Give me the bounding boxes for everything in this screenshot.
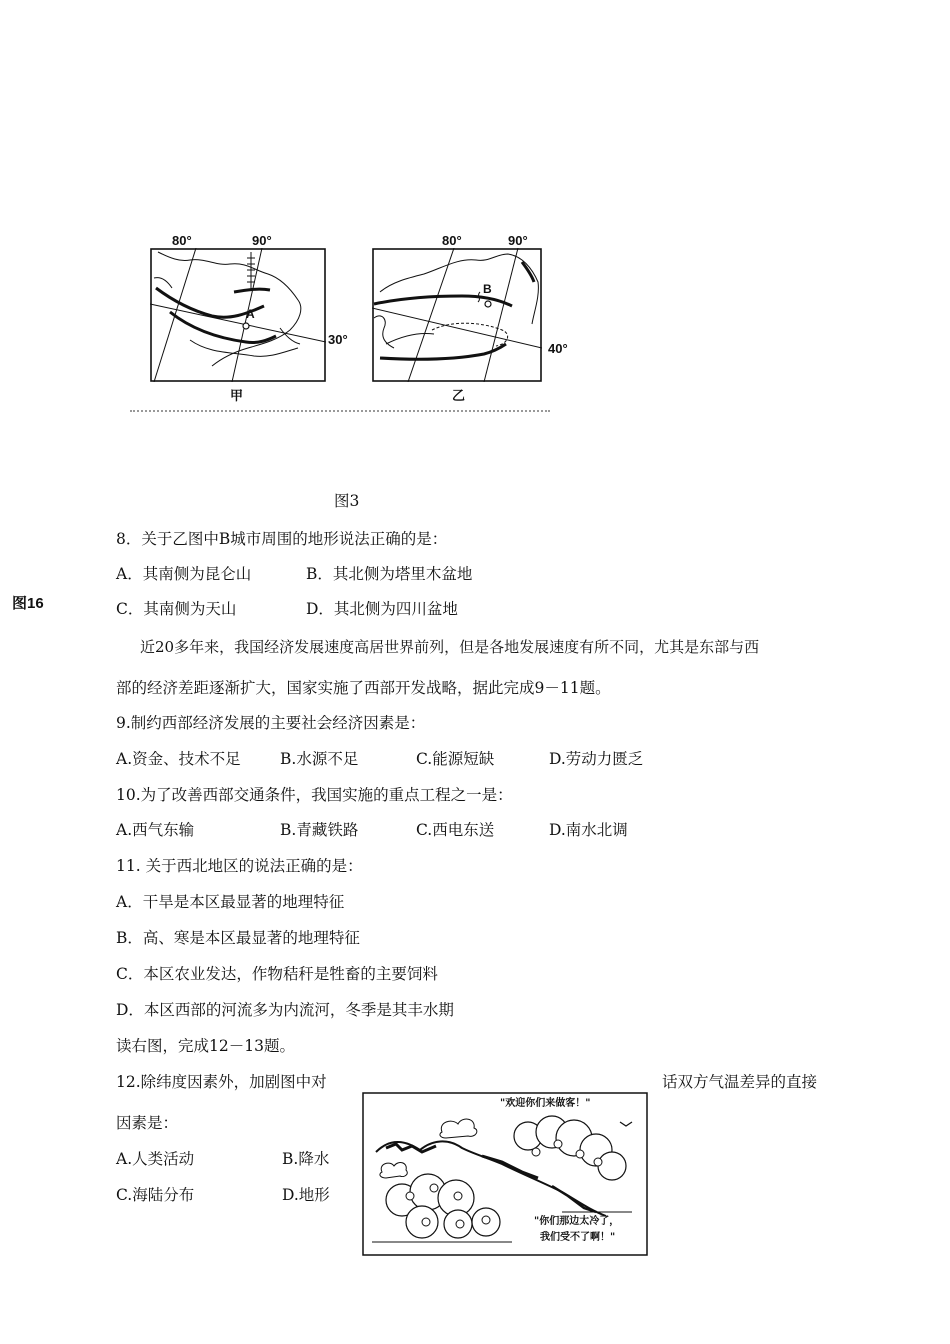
cartoon-speech-top: "欢迎你们来做客！" bbox=[500, 1098, 591, 1109]
q11-stem: 11. 关于西北地区的说法正确的是： bbox=[116, 857, 363, 875]
q12-option-c: C.海陆分布 bbox=[116, 1186, 195, 1204]
q11-option-a: A．干旱是本区最显著的地理特征 bbox=[116, 893, 345, 911]
q9-option-c: C.能源短缺 bbox=[416, 750, 495, 768]
q12-option-a: A.人类活动 bbox=[116, 1150, 195, 1168]
intro-line-2: 部的经济差距逐渐扩大，国家实施了西部开发战略，据此完成9－11题。 bbox=[116, 679, 611, 697]
side-label: 图16 bbox=[12, 595, 44, 612]
q12-option-d: D.地形 bbox=[282, 1186, 330, 1204]
q10-option-d: D.南水北调 bbox=[549, 821, 628, 839]
q8-option-b: B．其北侧为塔里木盆地 bbox=[306, 565, 473, 583]
map-yi-caption: 乙 bbox=[452, 388, 466, 403]
map-yi-point-b: B bbox=[483, 282, 492, 296]
q9-option-b: B.水源不足 bbox=[280, 750, 359, 768]
q12-stem-right: 话双方气温差异的直接 bbox=[662, 1073, 818, 1091]
q11-option-c: C．本区农业发达，作物秸秆是牲畜的主要饲料 bbox=[116, 965, 438, 983]
map-jia-point-a: A bbox=[246, 307, 255, 321]
read-prompt: 读右图，完成12－13题。 bbox=[116, 1037, 295, 1055]
q10-option-a: A.西气东输 bbox=[116, 821, 195, 839]
map-jia bbox=[150, 248, 326, 382]
map-yi-lon1: 80° bbox=[442, 233, 462, 248]
q9-option-d: D.劳动力匮乏 bbox=[549, 750, 644, 768]
q9-option-a: A.资金、技术不足 bbox=[116, 750, 241, 768]
q10-option-c: C.西电东送 bbox=[416, 821, 495, 839]
map-jia-lat: 30° bbox=[328, 332, 348, 347]
q10-option-b: B.青藏铁路 bbox=[280, 821, 359, 839]
q8-option-d: D．其北侧为四川盆地 bbox=[306, 600, 458, 618]
map-yi-lat: 40° bbox=[548, 341, 568, 356]
cut-off-text-fragment bbox=[130, 410, 550, 416]
q10-stem: 10.为了改善西部交通条件，我国实施的重点工程之一是： bbox=[116, 786, 513, 804]
cartoon-speech-bottom-2: 我们受不了啊！" bbox=[540, 1232, 616, 1243]
map-yi bbox=[372, 248, 542, 382]
q9-stem: 9.制约西部经济发展的主要社会经济因素是： bbox=[116, 714, 426, 732]
intro-line-1: 近20多年来，我国经济发展速度高居世界前列，但是各地发展速度有所不同，尤其是东部与西 bbox=[140, 638, 760, 656]
map-yi-lon2: 90° bbox=[508, 233, 528, 248]
q12-stem-cont: 因素是： bbox=[116, 1114, 179, 1132]
q8-stem: 8．关于乙图中B城市周围的地形说法正确的是： bbox=[116, 530, 448, 548]
cartoon-speech-bottom-1: "你们那边太冷了， bbox=[534, 1216, 620, 1227]
q8-option-c: C．其南侧为天山 bbox=[116, 600, 237, 618]
q8-option-a: A．其南侧为昆仑山 bbox=[116, 565, 252, 583]
q11-option-b: B．高、寒是本区最显著的地理特征 bbox=[116, 929, 360, 947]
q11-option-d: D．本区西部的河流多为内流河，冬季是其丰水期 bbox=[116, 1001, 454, 1019]
q12-option-b: B.降水 bbox=[282, 1150, 330, 1168]
figure-caption: 图3 bbox=[334, 492, 360, 510]
map-jia-caption: 甲 bbox=[230, 388, 244, 403]
q12-stem-left: 12.除纬度因素外，加剧图中对 bbox=[116, 1073, 327, 1091]
map-jia-lon1: 80° bbox=[172, 233, 192, 248]
map-jia-lon2: 90° bbox=[252, 233, 272, 248]
